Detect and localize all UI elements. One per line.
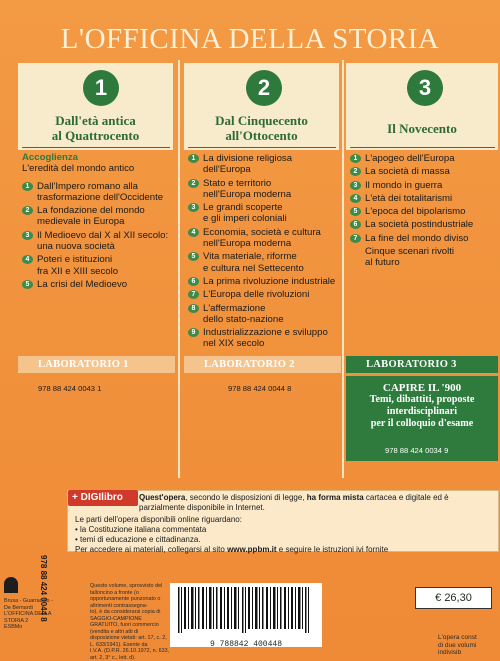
digilibro-line-2: parzialmente disponibile in Internet. [139,503,265,512]
list-item: 8 L'affermazione dello stato-nazione [188,303,340,326]
column-1-title: Dall'età antica al Quattrocento [51,113,140,143]
volume-2-number: 2 [246,70,282,106]
intro-label: Accoglienza [22,152,78,163]
column-1-list [22,152,174,292]
column-separator [178,60,180,478]
laboratorio-2-label: LABORATORIO 2 [184,356,341,373]
list-item: 4 Economia, società e cultura nell'Europa moderna [188,227,340,250]
list-item: 2 La fondazione del mondo medievale in Europa [22,205,174,228]
list-item: 7 La fine del mondo diviso [350,233,498,244]
isbn-volume-1: 978 88 424 0043 1 [38,384,102,393]
digilibro-line-1: Quest'opera, secondo le disposizioni di legge, ha forma mista cartacea e digitale ed è [139,493,449,502]
list-item: 5 La crisi del Medioevo [22,279,174,290]
price-box: € 26,30 [415,587,492,609]
list-item: 3 Il Medioevo dal X al XII secolo: una nuova società [22,230,174,253]
laboratorio-3-label: LABORATORIO 3 [346,356,498,373]
barcode-number: 9 788842 400448 [209,640,282,649]
list-item: 1 La divisione religiosa dell'Europa [188,153,340,176]
list-item: 6 La prima rivoluzione industriale [188,276,340,287]
column-1-divider [22,147,170,148]
list-item: 5 Vita materiale, riforme e cultura nel Settecento [188,251,340,274]
volume-note: L'opera const di due volumi indivisib [438,634,477,656]
laboratorio-1-label: LABORATORIO 1 [18,356,175,373]
list-item: 2 La società di massa [350,166,498,177]
list-item: 9 Industrializzazione e sviluppo nel XIX secolo [188,327,340,350]
list-item: 2 Stato e territorio nell'Europa moderna [188,178,340,201]
spine-isbn: 978 88 424 0044 8 [39,555,48,622]
digilibro-bullet-1: • la Costituzione italiana commentata [75,525,207,534]
barcode [170,583,322,647]
barcode-icon [170,583,322,635]
list-item: Cinque scenari rivolti al futuro [365,246,455,269]
capire-box: CAPIRE IL '900 Temi, dibattiti, proposte interdisciplinari per il colloquio d'esame [346,376,498,461]
legal-notice: Questo volume, sprovvisto del talloncino a fronte (o opportunamente punzonato o altrimenti contrassegna- to), è da considerarsi copia di SAGGIO-CAMPIONE GRATUITO, fuori commercio (vendita e altri atti di disposizione vietati: art. 17, c. 2, L. 633/1941). Esente da I.V.A. (D.P.R. 26.10.1972, n. 633, art. 2, 3° c., lett. d). [90,583,170,661]
list-item: 1 Dall'Impero romano alla trasformazione dell'Occidente [22,181,174,204]
column-2-divider [188,147,336,148]
column-3-divider [350,147,495,148]
volume-1-number: 1 [83,70,119,106]
isbn-capire: 978 88 424 0034 9 [385,446,449,455]
volume-3-number: 3 [407,70,443,106]
publisher-logo-icon [4,577,18,593]
digilibro-line-4: Per accedere ai materiali, collegarsi al sito www.ppbm.it e seguire le istruzioni ivi fornite [75,545,389,554]
digilibro-line-3: Le parti dell'opera disponibili online riguardano: [75,515,242,524]
column-2-title: Dal Cinquecento all'Ottocento [215,113,308,143]
list-item: 3 Il mondo in guerra [350,180,498,191]
column-3-title: Il Novecento [387,121,457,136]
list-item: 3 Le grandi scoperte e gli imperi coloniali [188,202,340,225]
list-item: 6 La società postindustriale [350,219,498,230]
digilibro-bullet-2: • temi di educazione e cittadinanza. [75,535,201,544]
list-item: 4 L'età dei totalitarismi [350,193,498,204]
list-item: 1 L'apogeo dell'Europa [350,153,498,164]
column-separator [342,60,344,478]
column-3-list [350,153,498,271]
isbn-volume-2: 978 88 424 0044 8 [228,384,292,393]
list-item: 7 L'Europa delle rivoluzioni [188,289,340,300]
column-2-list [188,153,340,352]
digilibro-badge: + DIGIlibro [68,490,138,506]
book-title: L'OFFICINA DELLA STORIA [60,23,440,55]
intro-text: L'eredità del mondo antico [22,163,135,175]
list-item: 5 L'epoca del bipolarismo [350,206,498,217]
list-item: 4 Poteri e istituzioni fra XII e XIII secolo [22,254,174,277]
imprint: Brusa - Guarracino - De Bernardi L'OFFICINA DELLA STORIA 2 ESBMo [4,598,53,630]
